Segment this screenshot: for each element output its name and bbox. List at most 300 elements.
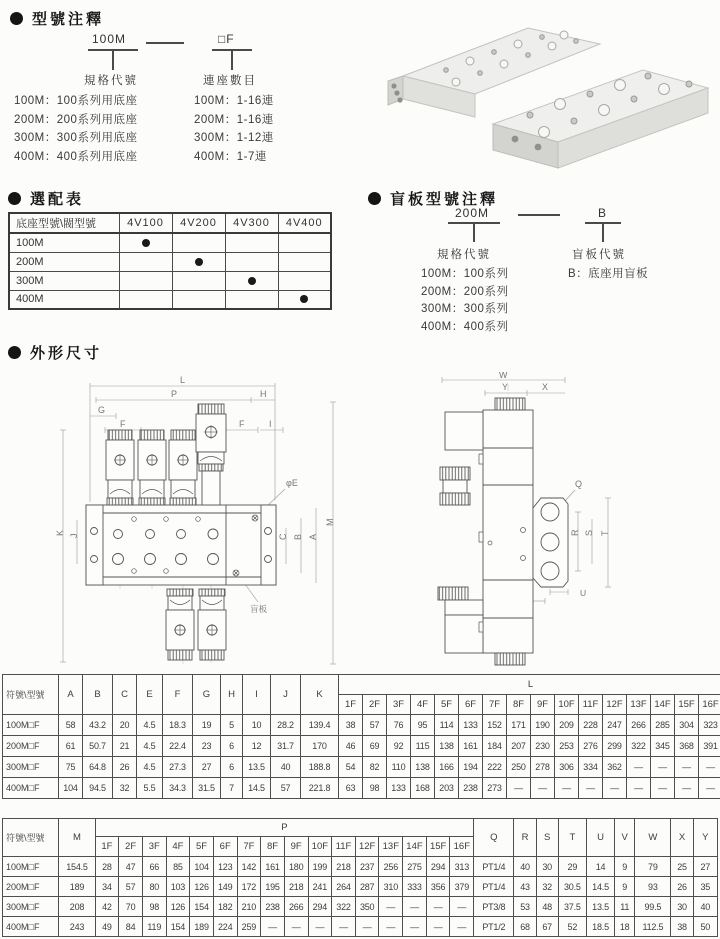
cell: 30.5 (558, 877, 586, 897)
column-header: 13F (379, 837, 403, 857)
column-header: T (558, 819, 586, 857)
cell: 230 (531, 736, 555, 757)
column-header: 4V100 (119, 213, 172, 233)
cell: 5.5 (137, 778, 163, 799)
column-header: A (59, 675, 83, 715)
cell: 38 (339, 715, 363, 736)
cell: 259 (237, 917, 261, 937)
cell: 6 (221, 757, 243, 778)
cell: 294 (308, 897, 332, 917)
cell: 250 (507, 757, 531, 778)
corner-header: 符號\型號 (3, 675, 59, 715)
cell: 278 (531, 757, 555, 778)
column-header: 14F (403, 837, 427, 857)
cell: 94.5 (83, 778, 113, 799)
cell: — (332, 917, 356, 937)
column-header: M (59, 819, 95, 857)
column-header: U (586, 819, 614, 857)
cell: 20 (113, 715, 137, 736)
cell: — (651, 757, 675, 778)
table-row (9, 233, 331, 252)
column-header: 3F (387, 695, 411, 715)
cell (172, 290, 225, 309)
cell (119, 252, 172, 271)
table-row (9, 252, 331, 271)
column-header: 11F (579, 695, 603, 715)
svg-text:Y: Y (502, 382, 509, 392)
column-header: 底座型號\閥型號 (9, 213, 119, 233)
cell: 362 (603, 757, 627, 778)
column-header: 7F (483, 695, 507, 715)
cell: 40 (693, 897, 717, 917)
column-header: 6F (459, 695, 483, 715)
row-label: 200M□F (3, 736, 59, 757)
cell: 11 (615, 897, 635, 917)
column-header: 1F (339, 695, 363, 715)
list-item: 300M：300系列 (421, 303, 509, 315)
cell: 189 (190, 917, 214, 937)
cell: 13.5 (586, 897, 614, 917)
column-header: 10F (555, 695, 579, 715)
cell: — (403, 917, 427, 937)
column-header: W (635, 819, 671, 857)
dot-marker (300, 295, 308, 303)
column-header: 7F (237, 837, 261, 857)
cell: — (379, 917, 403, 937)
svg-text:B: B (293, 533, 303, 540)
station-count-list (194, 92, 274, 166)
cell: 63 (339, 778, 363, 799)
table-row (9, 213, 331, 233)
group-header: L (339, 675, 720, 695)
svg-text:K: K (55, 529, 65, 536)
cell: 238 (459, 778, 483, 799)
cell: 264 (332, 877, 356, 897)
column-header: 8F (507, 695, 531, 715)
cell: 224 (213, 917, 237, 937)
cell (278, 271, 331, 290)
cell: 28 (95, 857, 119, 877)
connector-line (146, 42, 184, 44)
svg-text:L: L (180, 375, 186, 385)
cell: 104 (59, 778, 83, 799)
cell: 18 (615, 917, 635, 937)
column-header: 16F (450, 837, 474, 857)
column-header: S (536, 819, 558, 857)
cell: 27 (193, 757, 221, 778)
cell (225, 271, 278, 290)
svg-text:F: F (239, 419, 245, 429)
cell: 203 (435, 778, 459, 799)
cell: 126 (166, 897, 190, 917)
cell: 75 (59, 757, 83, 778)
tick-line (112, 50, 114, 70)
column-header: 2F (363, 695, 387, 715)
cell (172, 233, 225, 252)
column-header: 1F (95, 837, 119, 857)
cell: 103 (166, 877, 190, 897)
station-count-label: 連座數目 (203, 75, 257, 87)
cell: 161 (261, 857, 285, 877)
row-label: 400M (9, 290, 119, 309)
outline-drawing-top-view (50, 372, 370, 672)
cell: 266 (284, 897, 308, 917)
cell: — (426, 917, 450, 937)
cell: 35 (693, 877, 717, 897)
table-row (3, 877, 718, 897)
cell: 30 (536, 857, 558, 877)
cell: 310 (379, 877, 403, 897)
column-header: E (137, 675, 163, 715)
cell: 170 (301, 736, 339, 757)
table-row (3, 857, 718, 877)
cell: 313 (450, 857, 474, 877)
cell: 48 (536, 897, 558, 917)
row-label: 200M□F (3, 877, 59, 897)
cell: 54 (339, 757, 363, 778)
cell: 218 (332, 857, 356, 877)
cell: 139.4 (301, 715, 339, 736)
column-header: 5F (190, 837, 214, 857)
dimension-table-2 (2, 818, 718, 937)
column-header: 14F (651, 695, 675, 715)
cell: PT1/2 (474, 917, 514, 937)
product-photo (378, 8, 713, 173)
cell: 391 (699, 736, 720, 757)
column-header: J (271, 675, 301, 715)
list-item: 200M：200系列 (421, 285, 509, 298)
column-header: 13F (627, 695, 651, 715)
cell: — (403, 897, 427, 917)
cell: 209 (555, 715, 579, 736)
cell: 119 (142, 917, 166, 937)
column-header: 3F (142, 837, 166, 857)
list-item: 200M：200系列用底座 (14, 113, 138, 126)
list-item: 400M：400系列用底座 (14, 150, 138, 163)
row-label: 100M□F (3, 715, 59, 736)
cell: 18.5 (586, 917, 614, 937)
cell: 27 (693, 857, 717, 877)
column-header: 2F (119, 837, 143, 857)
cell: 333 (403, 877, 427, 897)
column-header: 4F (411, 695, 435, 715)
svg-text:I: I (269, 419, 272, 429)
cell: 9 (615, 877, 635, 897)
svg-text:J: J (69, 533, 79, 538)
cell: 323 (699, 715, 720, 736)
svg-text:W: W (499, 372, 508, 380)
cell: 50 (693, 917, 717, 937)
cell: — (379, 897, 403, 917)
cell: 188.8 (301, 757, 339, 778)
table-row (3, 897, 718, 917)
cell: 21 (113, 736, 137, 757)
cell: 379 (450, 877, 474, 897)
column-header: G (193, 675, 221, 715)
cell: 47 (119, 857, 143, 877)
manifold-block-large (493, 70, 708, 168)
table-row (3, 757, 720, 778)
column-header: 12F (355, 837, 379, 857)
cell: 27.3 (163, 757, 193, 778)
column-header: X (671, 819, 693, 857)
svg-text:S: S (584, 529, 594, 536)
tick-line (473, 223, 475, 242)
cell: — (426, 897, 450, 917)
spec-code-list (14, 92, 137, 166)
column-header: C (113, 675, 137, 715)
row-label: 100M (9, 233, 119, 252)
list-item: 300M：300系列用底座 (14, 132, 138, 144)
list-item: 100M：100系列用底座 (14, 95, 138, 107)
cell: 4.5 (137, 715, 163, 736)
cell: 57 (271, 778, 301, 799)
cell (278, 290, 331, 309)
cell: 40 (514, 857, 536, 877)
cell: 237 (355, 857, 379, 877)
cell: 152 (483, 715, 507, 736)
cell: 28.2 (271, 715, 301, 736)
cell: 104 (190, 857, 214, 877)
cell: 138 (435, 736, 459, 757)
cell: 30 (671, 897, 693, 917)
table-row (3, 917, 718, 937)
cell: 356 (426, 877, 450, 897)
cell (278, 252, 331, 271)
column-header: K (301, 675, 339, 715)
cell: 149 (213, 877, 237, 897)
table-row (3, 715, 720, 736)
cell (225, 252, 278, 271)
cell: PT3/8 (474, 897, 514, 917)
cell: 92 (387, 736, 411, 757)
cell: 18.3 (163, 715, 193, 736)
cell: — (450, 897, 474, 917)
cell: 19 (193, 715, 221, 736)
row-label: 100M□F (3, 857, 59, 877)
list-item: 100M：100系列 (421, 268, 509, 280)
cell: 275 (403, 857, 427, 877)
tick-line (602, 223, 604, 242)
svg-text:T: T (600, 530, 610, 536)
cell: 184 (483, 736, 507, 757)
cell: 194 (459, 757, 483, 778)
column-header: 11F (332, 837, 356, 857)
cell: — (308, 917, 332, 937)
cell: 82 (363, 757, 387, 778)
heading-text: 外形尺寸 (30, 345, 103, 362)
model-code-left: 100M (92, 32, 127, 46)
cell: 58 (59, 715, 83, 736)
cell: — (579, 778, 603, 799)
section-heading-model-notation (10, 8, 104, 29)
list-item: B：底座用盲板 (568, 268, 649, 280)
cell: 43.2 (83, 715, 113, 736)
cell: 199 (308, 857, 332, 877)
list-item: 200M：1-16連 (194, 113, 274, 126)
cell: 14.5 (586, 877, 614, 897)
cell: 34.3 (163, 778, 193, 799)
column-header: 15F (426, 837, 450, 857)
list-item: 300M：1-12連 (194, 132, 274, 144)
column-header: 9F (284, 837, 308, 857)
cell: 287 (355, 877, 379, 897)
column-header: 10F (308, 837, 332, 857)
cell: 29 (558, 857, 586, 877)
heading-text: 選配表 (30, 191, 85, 208)
cell: — (284, 917, 308, 937)
cell: 304 (675, 715, 699, 736)
cell: 23 (193, 736, 221, 757)
cell: 228 (579, 715, 603, 736)
column-header: 5F (435, 695, 459, 715)
cell: 138 (411, 757, 435, 778)
cell: 218 (284, 877, 308, 897)
table-row (3, 778, 720, 799)
connector-line (518, 214, 560, 216)
cell: 10 (243, 715, 271, 736)
cell: 142 (237, 857, 261, 877)
cell: 95 (411, 715, 435, 736)
cell: 46 (339, 736, 363, 757)
cell: 57 (119, 877, 143, 897)
cell: 4.5 (137, 757, 163, 778)
svg-text:R: R (570, 529, 580, 536)
table-row (3, 736, 720, 757)
cell: — (675, 757, 699, 778)
table-row (9, 290, 331, 309)
cell: 42 (95, 897, 119, 917)
tick-line (231, 50, 233, 70)
column-header: Q (474, 819, 514, 857)
cell: — (627, 778, 651, 799)
list-item: 400M：1-7連 (194, 150, 267, 163)
cell: 67 (536, 917, 558, 937)
cell: 123 (213, 857, 237, 877)
svg-text:M: M (325, 518, 335, 526)
cell: 180 (284, 857, 308, 877)
bullet-icon (10, 12, 23, 25)
blind-code-right: B (598, 206, 608, 220)
cell: 247 (603, 715, 627, 736)
column-header: 4V200 (172, 213, 225, 233)
cell (119, 290, 172, 309)
cell: 4.5 (137, 736, 163, 757)
cell: 31.5 (193, 778, 221, 799)
cell: 98 (363, 778, 387, 799)
row-label: 400M□F (3, 917, 59, 937)
cell: PT1/4 (474, 857, 514, 877)
cell (225, 233, 278, 252)
list-item: 100M：1-16連 (194, 95, 274, 107)
cell: 285 (651, 715, 675, 736)
heading-text: 盲板型號注釋 (390, 191, 499, 208)
cell: 133 (459, 715, 483, 736)
cell: 276 (579, 736, 603, 757)
cell: 241 (308, 877, 332, 897)
dot-marker (195, 258, 203, 266)
cell: 243 (59, 917, 95, 937)
cell (119, 233, 172, 252)
group-header: P (95, 819, 474, 837)
cell: 110 (387, 757, 411, 778)
cell: 7 (221, 778, 243, 799)
cell: 207 (507, 736, 531, 757)
dimension-table-1 (2, 674, 720, 799)
cell: 52 (558, 917, 586, 937)
cell: — (699, 778, 720, 799)
svg-text:H: H (260, 389, 267, 399)
cell: 345 (651, 736, 675, 757)
cell: 114 (435, 715, 459, 736)
cell: — (675, 778, 699, 799)
cell (119, 271, 172, 290)
cell: 294 (426, 857, 450, 877)
cell: 6 (221, 736, 243, 757)
row-label: 200M (9, 252, 119, 271)
cell: 154 (166, 917, 190, 937)
cell: 273 (483, 778, 507, 799)
cell: 154 (190, 897, 214, 917)
spec-code-label: 規格代號 (84, 75, 138, 87)
cell: 98 (142, 897, 166, 917)
column-header: 12F (603, 695, 627, 715)
cell: — (261, 917, 285, 937)
column-header: Y (693, 819, 717, 857)
blind-code-label: 盲板代號 (572, 249, 626, 261)
cell: — (627, 757, 651, 778)
table-row (3, 675, 720, 695)
corner-header: 符號\型號 (3, 819, 59, 857)
cell (225, 290, 278, 309)
column-header: 4F (166, 837, 190, 857)
column-header: H (221, 675, 243, 715)
cell: 80 (142, 877, 166, 897)
cell: 84 (119, 917, 143, 937)
valve-side-body (438, 398, 568, 665)
cell: 68 (514, 917, 536, 937)
cell: 208 (59, 897, 95, 917)
cell: 25 (671, 857, 693, 877)
cell: 9 (615, 857, 635, 877)
cell: 40 (271, 757, 301, 778)
svg-text:X: X (542, 382, 549, 392)
cell (278, 233, 331, 252)
cell: 222 (483, 757, 507, 778)
column-header: I (243, 675, 271, 715)
heading-text: 型號注釋 (32, 11, 105, 28)
cell: 112.5 (635, 917, 671, 937)
cell: 38 (671, 917, 693, 937)
cell: 34 (95, 877, 119, 897)
cell: 126 (190, 877, 214, 897)
cell: 93 (635, 877, 671, 897)
cell: 26 (113, 757, 137, 778)
spec-code-label: 規格代號 (437, 249, 491, 261)
svg-text:G: G (98, 405, 106, 415)
section-heading-dimensions (8, 342, 102, 363)
section-heading-selection (8, 188, 84, 209)
blind-spec-list (421, 266, 508, 336)
cell: 299 (603, 736, 627, 757)
column-header: V (615, 819, 635, 857)
cell: — (531, 778, 555, 799)
cell: 69 (363, 736, 387, 757)
cell: — (450, 917, 474, 937)
cell: 61 (59, 736, 83, 757)
bullet-icon (8, 346, 21, 359)
cell: — (603, 778, 627, 799)
